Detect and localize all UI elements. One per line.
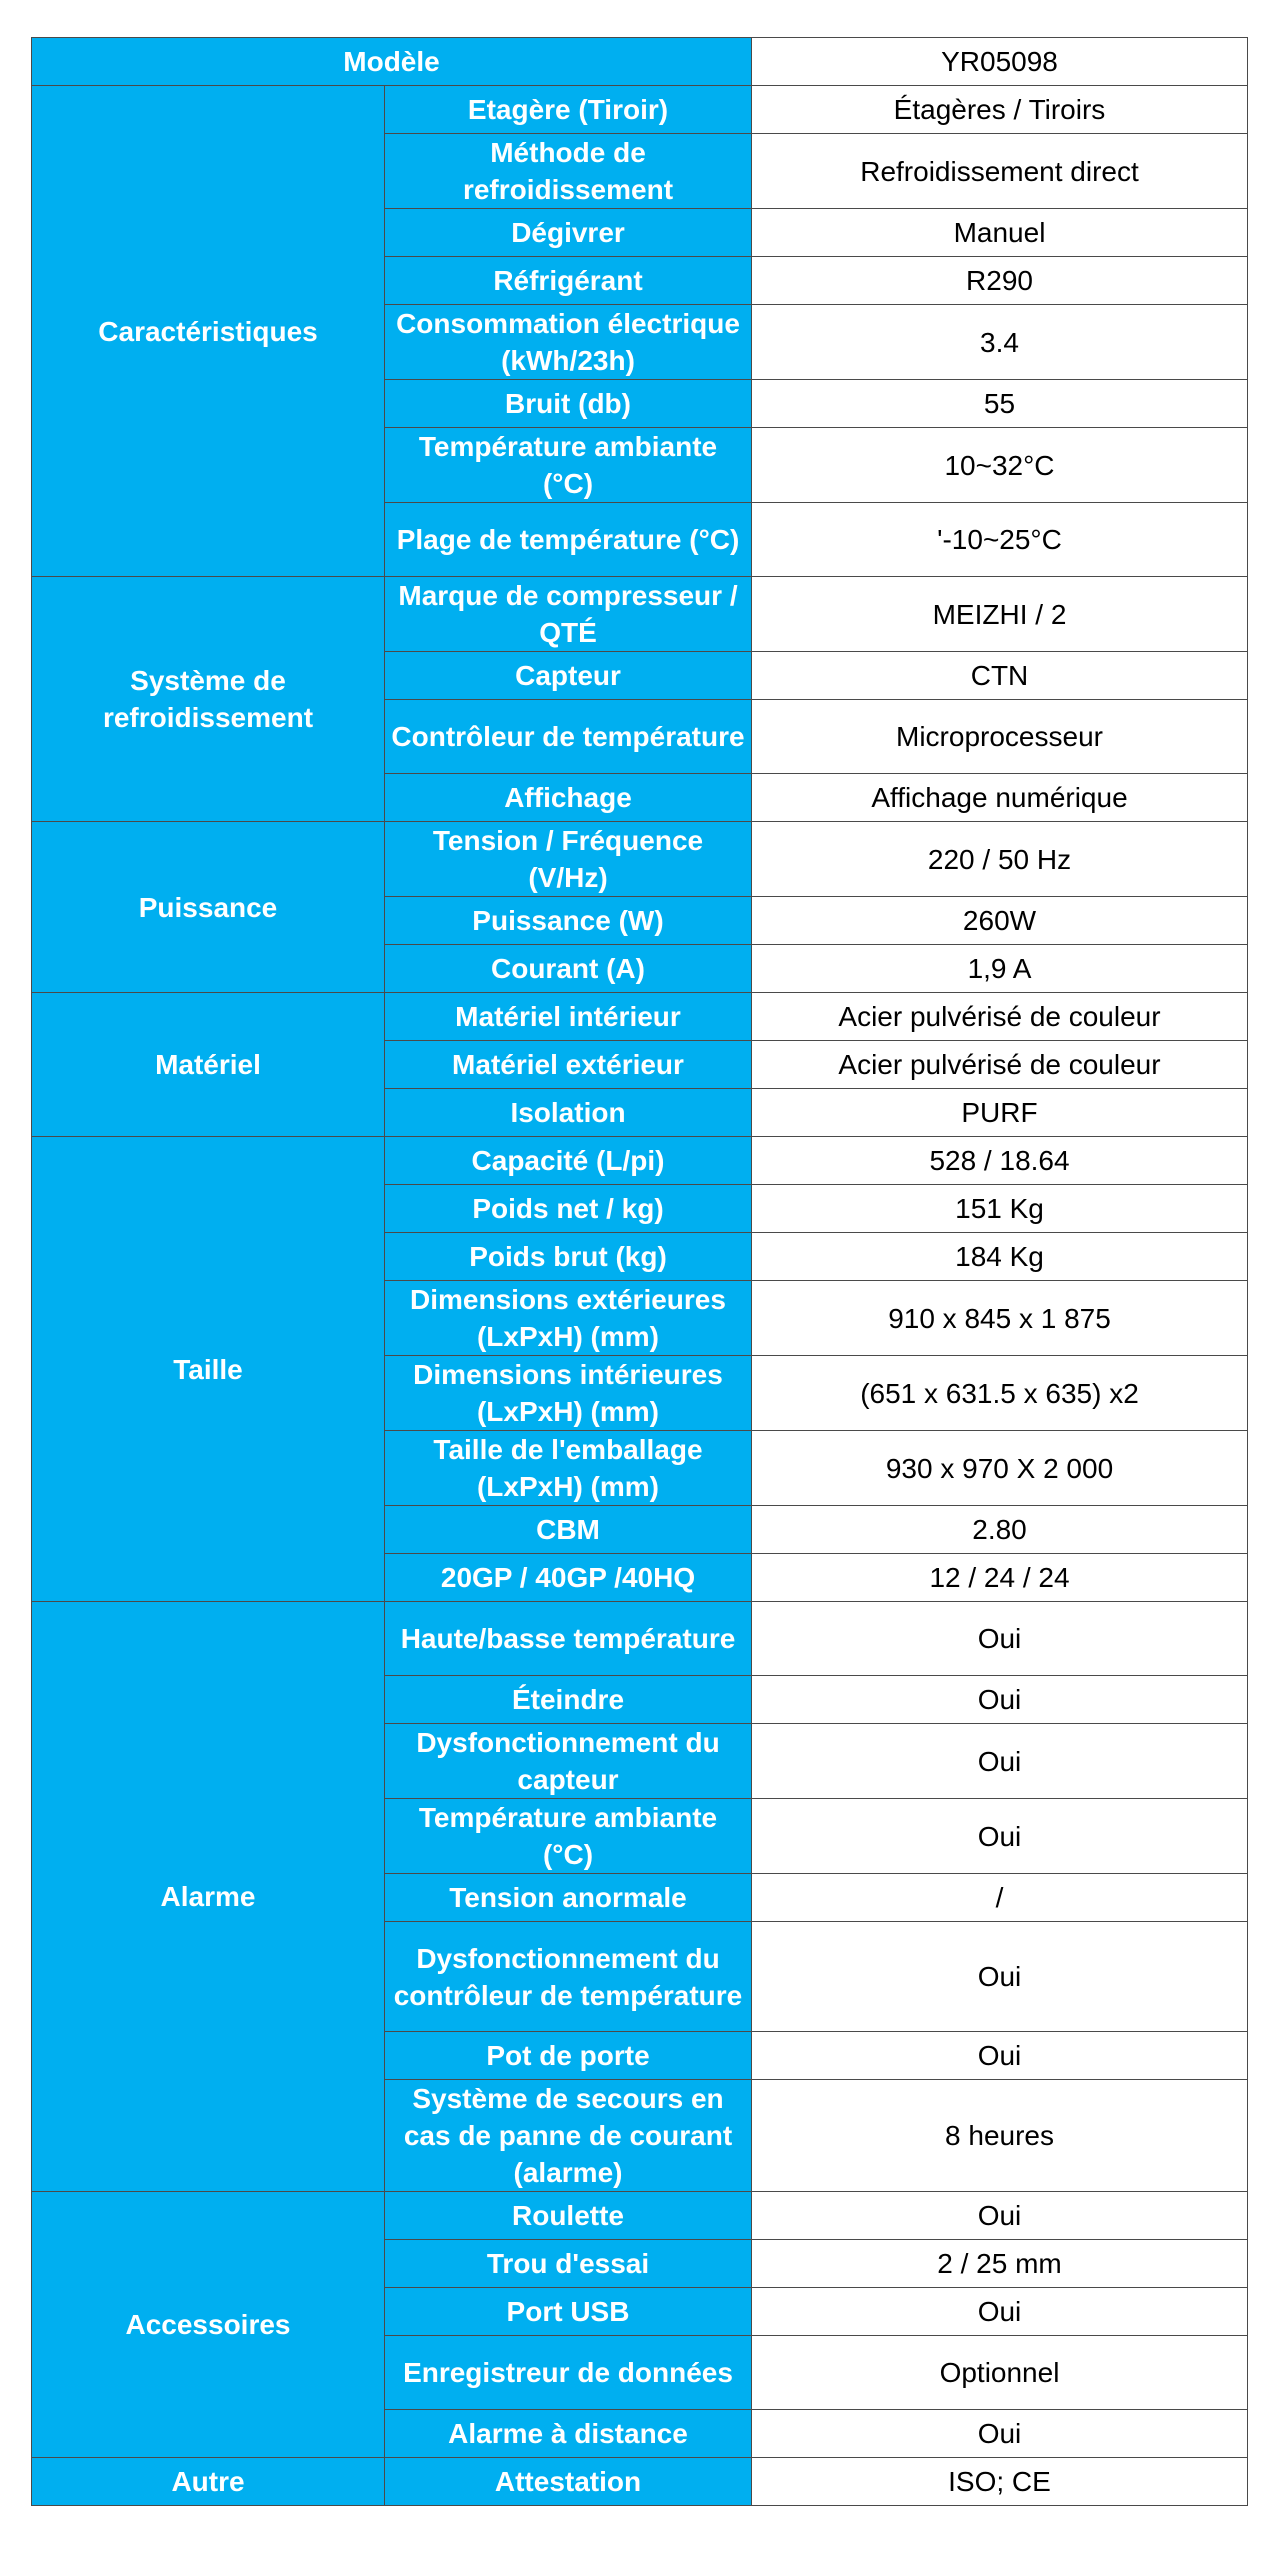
spec-value: CTN <box>752 652 1248 700</box>
spec-value: Acier pulvérisé de couleur <box>752 993 1248 1041</box>
category-caracteristiques: Caractéristiques <box>32 86 385 577</box>
category-alarme: Alarme <box>32 1602 385 2192</box>
spec-label: Dimensions intérieures (LxPxH) (mm) <box>385 1356 752 1431</box>
spec-label: Taille de l'emballage (LxPxH) (mm) <box>385 1431 752 1506</box>
spec-label: Poids net / kg) <box>385 1185 752 1233</box>
spec-label: Dysfonctionnement du contrôleur de température <box>385 1922 752 2032</box>
spec-value: Oui <box>752 1799 1248 1874</box>
spec-row <box>32 2458 1248 2506</box>
spec-label: Capacité (L/pi) <box>385 1137 752 1185</box>
spec-label: Consommation électrique (kWh/23h) <box>385 305 752 380</box>
spec-value: Affichage numérique <box>752 774 1248 822</box>
spec-label: Poids brut (kg) <box>385 1233 752 1281</box>
spec-label: CBM <box>385 1506 752 1554</box>
spec-value: 184 Kg <box>752 1233 1248 1281</box>
spec-value: ISO; CE <box>752 2458 1248 2506</box>
spec-value: 8 heures <box>752 2080 1248 2192</box>
spec-label: Dysfonctionnement du capteur <box>385 1724 752 1799</box>
spec-label: Tension anormale <box>385 1874 752 1922</box>
spec-value: Manuel <box>752 209 1248 257</box>
spec-value: 2.80 <box>752 1506 1248 1554</box>
spec-value: 528 / 18.64 <box>752 1137 1248 1185</box>
model-value: YR05098 <box>752 38 1248 86</box>
spec-label: Enregistreur de données <box>385 2336 752 2410</box>
spec-value: 2 / 25 mm <box>752 2240 1248 2288</box>
spec-value: / <box>752 1874 1248 1922</box>
category-autre: Autre <box>32 2458 385 2506</box>
spec-value: R290 <box>752 257 1248 305</box>
spec-value: 12 / 24 / 24 <box>752 1554 1248 1602</box>
spec-row <box>32 2192 1248 2240</box>
spec-value: 10~32°C <box>752 428 1248 503</box>
spec-value: Oui <box>752 1676 1248 1724</box>
spec-label: Méthode de refroidissement <box>385 134 752 209</box>
spec-label: Trou d'essai <box>385 2240 752 2288</box>
category-materiel: Matériel <box>32 993 385 1137</box>
spec-value: 151 Kg <box>752 1185 1248 1233</box>
spec-value: 220 / 50 Hz <box>752 822 1248 897</box>
spec-label: Température ambiante (°C) <box>385 428 752 503</box>
spec-value: PURF <box>752 1089 1248 1137</box>
spec-label: Affichage <box>385 774 752 822</box>
category-puissance: Puissance <box>32 822 385 993</box>
category-accessoires: Accessoires <box>32 2192 385 2458</box>
spec-label: Éteindre <box>385 1676 752 1724</box>
category-taille: Taille <box>32 1137 385 1602</box>
spec-value: Oui <box>752 1922 1248 2032</box>
spec-label: Haute/basse température <box>385 1602 752 1676</box>
spec-value: Oui <box>752 2410 1248 2458</box>
spec-label: Réfrigérant <box>385 257 752 305</box>
spec-label: Plage de température (°C) <box>385 503 752 577</box>
spec-label: Température ambiante (°C) <box>385 1799 752 1874</box>
spec-label: Etagère (Tiroir) <box>385 86 752 134</box>
spec-label: Alarme à distance <box>385 2410 752 2458</box>
spec-label: Tension / Fréquence (V/Hz) <box>385 822 752 897</box>
spec-label: Bruit (db) <box>385 380 752 428</box>
spec-label: Matériel extérieur <box>385 1041 752 1089</box>
spec-row <box>32 577 1248 652</box>
category-systeme-de-refroidissement: Système de refroidissement <box>32 577 385 822</box>
spec-label: Isolation <box>385 1089 752 1137</box>
spec-value: '-10~25°C <box>752 503 1248 577</box>
spec-label: Marque de compresseur / QTÉ <box>385 577 752 652</box>
spec-label: Roulette <box>385 2192 752 2240</box>
spec-value: Oui <box>752 1602 1248 1676</box>
spec-label: Capteur <box>385 652 752 700</box>
spec-value: Optionnel <box>752 2336 1248 2410</box>
spec-label: Pot de porte <box>385 2032 752 2080</box>
spec-row <box>32 1602 1248 1676</box>
spec-label: Contrôleur de température <box>385 700 752 774</box>
spec-row <box>32 822 1248 897</box>
spec-value: Acier pulvérisé de couleur <box>752 1041 1248 1089</box>
spec-table-body <box>32 38 1248 2506</box>
spec-value: 3.4 <box>752 305 1248 380</box>
spec-value: Refroidissement direct <box>752 134 1248 209</box>
spec-value: Microprocesseur <box>752 700 1248 774</box>
spec-value: MEIZHI / 2 <box>752 577 1248 652</box>
model-row <box>32 38 1248 86</box>
spec-row <box>32 1137 1248 1185</box>
spec-value: Oui <box>752 2192 1248 2240</box>
spec-value: 260W <box>752 897 1248 945</box>
spec-table <box>31 37 1248 2506</box>
spec-row <box>32 993 1248 1041</box>
spec-label: Dégivrer <box>385 209 752 257</box>
spec-row <box>32 86 1248 134</box>
spec-value: (651 x 631.5 x 635) x2 <box>752 1356 1248 1431</box>
spec-label: Système de secours en cas de panne de courant (alarme) <box>385 2080 752 2192</box>
model-label: Modèle <box>32 38 752 86</box>
spec-label: Courant (A) <box>385 945 752 993</box>
spec-value: Oui <box>752 1724 1248 1799</box>
spec-value: 910 x 845 x 1 875 <box>752 1281 1248 1356</box>
spec-label: Dimensions extérieures (LxPxH) (mm) <box>385 1281 752 1356</box>
spec-value: Oui <box>752 2032 1248 2080</box>
spec-label: Puissance (W) <box>385 897 752 945</box>
spec-label: Port USB <box>385 2288 752 2336</box>
spec-label: Attestation <box>385 2458 752 2506</box>
spec-value: Étagères / Tiroirs <box>752 86 1248 134</box>
spec-value: 55 <box>752 380 1248 428</box>
spec-value: Oui <box>752 2288 1248 2336</box>
spec-value: 1,9 A <box>752 945 1248 993</box>
spec-label: Matériel intérieur <box>385 993 752 1041</box>
spec-label: 20GP / 40GP /40HQ <box>385 1554 752 1602</box>
spec-value: 930 x 970 X 2 000 <box>752 1431 1248 1506</box>
